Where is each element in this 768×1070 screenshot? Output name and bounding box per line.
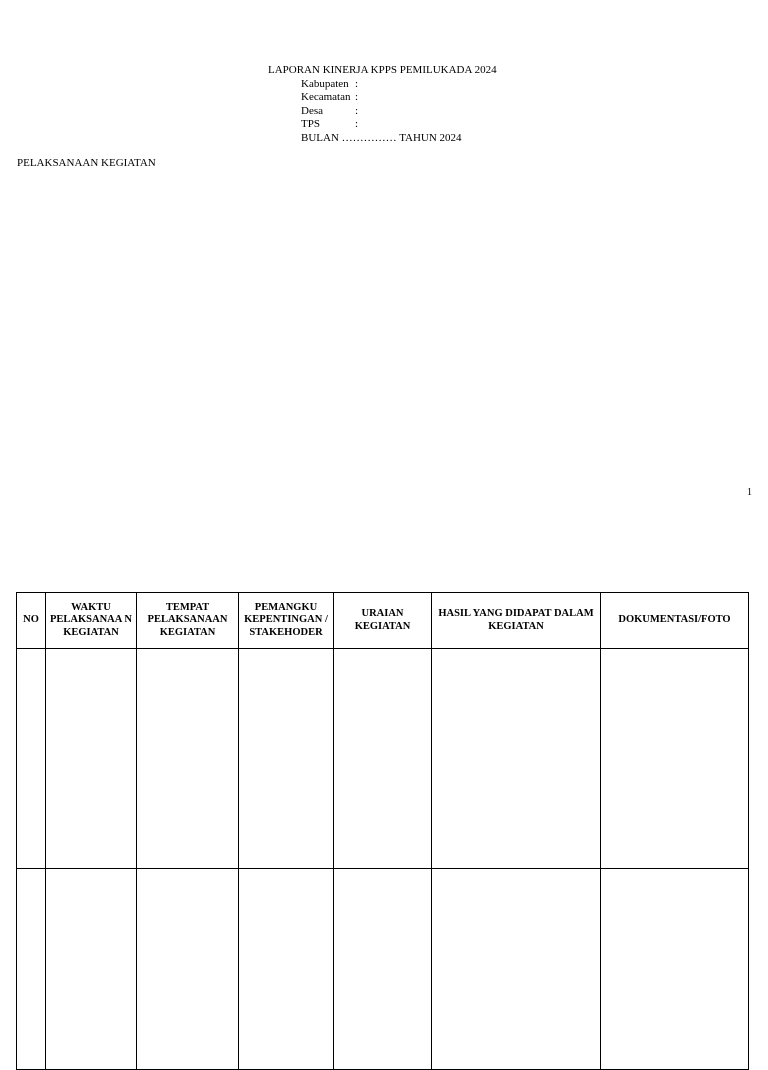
field-label: Kabupaten bbox=[301, 77, 349, 90]
table-cell[interactable] bbox=[46, 869, 137, 1070]
table-cell[interactable] bbox=[601, 649, 749, 869]
table-header-row bbox=[17, 593, 749, 649]
col-header-hasil: HASIL YANG DIDAPAT DALAM KEGIATAN bbox=[432, 593, 601, 649]
col-header-tempat: TEMPAT PELAKSANAAN KEGIATAN bbox=[137, 593, 239, 649]
activity-table bbox=[16, 592, 749, 1070]
table-cell[interactable] bbox=[334, 649, 432, 869]
table-cell[interactable] bbox=[137, 649, 239, 869]
col-header-uraian: URAIAN KEGIATAN bbox=[334, 593, 432, 649]
table-cell[interactable] bbox=[137, 869, 239, 1070]
field-label: TPS bbox=[301, 118, 320, 130]
section-heading: PELAKSANAAN KEGIATAN bbox=[17, 157, 156, 169]
field-colon: : bbox=[355, 91, 359, 103]
table-cell[interactable] bbox=[46, 649, 137, 869]
table-cell[interactable] bbox=[432, 649, 601, 869]
page-number: 1 bbox=[747, 487, 752, 498]
table-cell[interactable] bbox=[432, 869, 601, 1070]
field-label: Kecamatan bbox=[301, 91, 351, 103]
col-header-no: NO bbox=[17, 593, 46, 649]
col-header-waktu: WAKTU PELAKSANAA N KEGIATAN bbox=[46, 593, 137, 649]
field-label: Desa bbox=[301, 104, 323, 117]
table-row bbox=[17, 869, 749, 1070]
table-cell[interactable] bbox=[239, 649, 334, 869]
table-cell[interactable] bbox=[17, 869, 46, 1070]
field-colon: : bbox=[355, 77, 359, 90]
table-row bbox=[17, 649, 749, 869]
table-cell[interactable] bbox=[239, 869, 334, 1070]
report-period: BULAN …………… TAHUN 2024 bbox=[301, 131, 462, 144]
table-cell[interactable] bbox=[17, 649, 46, 869]
table-cell[interactable] bbox=[601, 869, 749, 1070]
field-colon: : bbox=[355, 104, 359, 117]
col-header-pemangku: PEMANGKU KEPENTINGAN / STAKEHODER bbox=[239, 593, 334, 649]
table-cell[interactable] bbox=[334, 869, 432, 1070]
field-colon: : bbox=[355, 118, 359, 130]
col-header-dokumentasi: DOKUMENTASI/FOTO bbox=[601, 593, 749, 649]
report-title: LAPORAN KINERJA KPPS PEMILUKADA 2024 bbox=[268, 64, 497, 76]
